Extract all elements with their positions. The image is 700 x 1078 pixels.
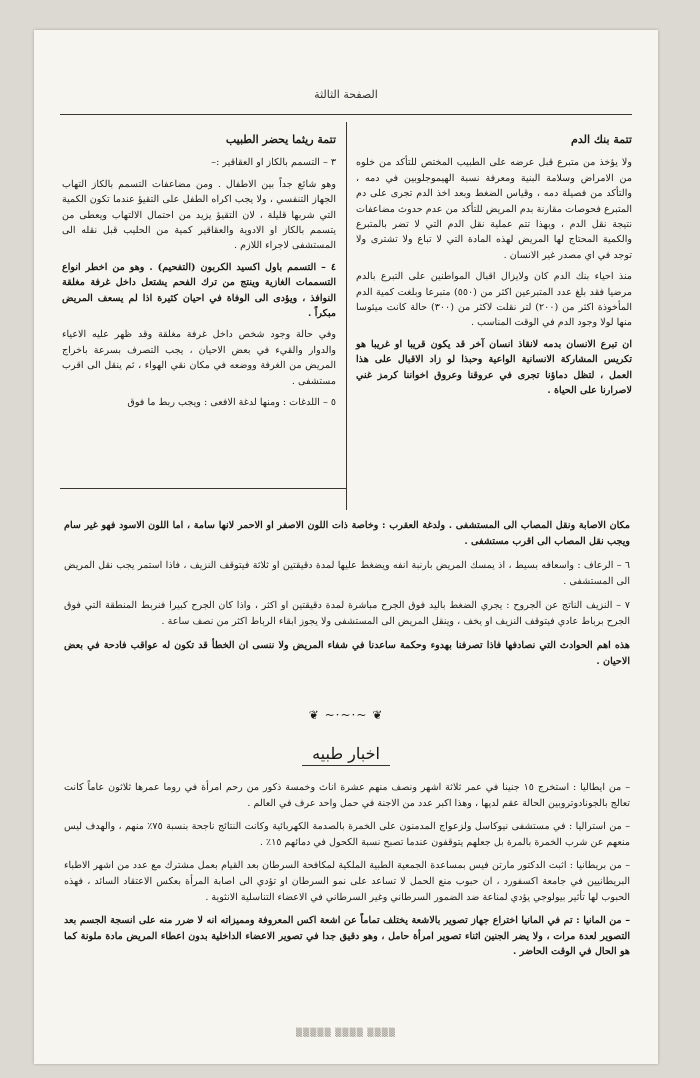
left-column-heading: تتمة ريثما يحضر الطبيب: [225, 133, 336, 146]
page-title: الصفحة الثالثة: [314, 88, 378, 101]
columns-bottom-rule: [60, 488, 346, 489]
footer-ornament: ▒▒▒▒▒ ▒▒▒▒ ▒▒▒▒: [295, 1028, 397, 1037]
continuation-paragraph: ٧ – النزيف الناتج عن الجروح : يجري الضغط باليد فوق الجرح مباشرة لمدة دقيقتين او اكثر ، واذا كان الجرح كبيرا فنربط المنطقة التي فوق الجرح برباط عادي فيتوقف النزيف او يخف ، وينقل المريض الى المستشفى ولا يجوز ابقاء الرباط اكثر من نصف ساعة .: [64, 600, 630, 627]
continuation-paragraph: مكان الاصابة ونقل المصاب الى المستشفى . ولدغة العقرب : وخاصة ذات اللون الاصفر او الاحمر لانها سامة ، اما اللون الاسود فهو غير سام ويجب نقل المصاب الى اقرب مستشفى .: [64, 520, 630, 547]
newspaper-page: [34, 30, 658, 1064]
right-column-heading: تتمة بنك الدم: [571, 133, 632, 146]
news-section-title: [34, 744, 658, 763]
continuation-paragraph: هذه اهم الحوادث التي نصادفها فاذا تصرفنا بهدوء وحكمة ساعدنا في شفاء المريض ولا ننسى ان الخطأ قد تكون له عواقب فادحة في بعض الاحيان .: [64, 640, 630, 667]
section-ornament: ❦ ~·~·~ ❦: [308, 708, 384, 722]
right-column-paragraph: منذ احياء بنك الدم كان ولايزال اقبال المواطنين على التبرع بالدم مرضيا فقد بلغ عدد المتبرعين اكثر من (٥٥٠) متبرعا وبلغت كمية الدم المأخوذة اكثر من (٢٠٠) لتر نقلت لاكثر من (٣٠٠) حالة كانت ميئوسا منها لولا وجود الدم في الوقت المناسب .: [356, 271, 632, 329]
right-column: [356, 132, 632, 405]
left-column-paragraph: ٣ – التسمم بالكاز او العقاقير :–: [211, 157, 336, 169]
news-title-text: اخبار طبيه: [302, 744, 390, 766]
news-item: – من المانيا : تم في المانيا اختراع جهاز تصوير بالاشعة يختلف تماماً عن اشعة اكس المعروفة ومميزاته انه لا ضرر منه على انسجة الجسم بعد التصوير لعدة مرات ، ولا يضر الجنين اثناء تصوير امرأة حامل ، وهو دقيق جدا في تصوير الاعضاء الداخلية بدون اعطاء المريض مادة ملونة كما هو الحال في الوقت الحاضر .: [64, 915, 630, 958]
right-column-paragraph: ان تبرع الانسان بدمه لانقاذ انسان آخر قد يكون قريبا او غريبا هو تكريس المشاركة الانسانية الواعية وحبذا لو زاد الاقبال على هذا العمل ، لتظل دماؤنا تجرى في عروقنا وعروق اخواننا كرمز غني لاصرارنا على الحياة .: [356, 338, 632, 397]
news-section: [64, 780, 630, 968]
left-column-paragraph: ٥ – اللدغات : ومنها لدغة الافعى : ويجب ربط ما فوق: [127, 397, 336, 409]
news-item: – من استراليا : في مستشفى نيوكاسل ولزعواج المدمنون على الخمرة بالصدمة الكهربائية وكانت النتائج ناجحة بنسبة ٧٥٪ منهم ، والهدف ليس منعهم عن شرب الخمرة بالمرة بل جعلهم يتوقفون عندما تصبح نسبة الكحول في دمائهم ١٥٪ .: [64, 821, 631, 848]
right-column-paragraph: ولا يؤخذ من متبرع قبل عرضه على الطبيب المختص للتأكد من خلوه من الامراض وسلامة البنية ومعرفة نسبة الهيموجلوبين في دمه ، والتأكد من فصيلة دمه ، وقياس الضغط وبعد اخذ الدم تجرى على دم المتبرع فحوصات مقارنة بدم المريض للتأكد من عدم حدوث مضاعفات نتيجة نقل الدم ، وبهذا تتم عملية نقل الدم التي لا تضر بالمتبرع والكمية المحتاج لها المريض لهذه المادة التي لا تباع ولا تشترى ولا توجد في اي مصدر غير الانسان .: [356, 157, 632, 261]
column-divider: [346, 122, 347, 510]
top-rule: [60, 114, 632, 115]
left-column: [62, 132, 336, 417]
continuation-paragraph: ٦ – الرعاف : واسعافه بسيط ، اذ يمسك المريض بارنبة انفه ويضغط عليها لمدة دقيقتين او ثلاثة فيتوقف النزيف ، فاذا استمر يجب نقل المريض الى المستشفى .: [64, 560, 630, 587]
left-column-paragraph: ٤ – التسمم باول اكسيد الكربون (التفحيم) . وهو من اخطر انواع التسممات الغازية وينتج من ترك الفحم يشتعل داخل غرفة مغلقة النوافذ ، ويؤدى الى الوفاة في احيان كثيرة اذا لم يسعف المريض مبكراً .: [62, 261, 336, 320]
continuation-text: [64, 518, 630, 678]
news-item: – من ايطاليا : استخرج ١٥ جنينا في عمر ثلاثة اشهر ونصف منهم عشرة اناث وخمسة ذكور من رحم امرأة في روما عمرها ثلاثون عاماً كانت تعالج بالجونادوتروبين الحالة عقم لديها ، وهذا اكبر عدد من الاجنة في حمل واحد عرف في العالم .: [64, 782, 631, 809]
left-column-paragraph: وفي حالة وجود شخص داخل غرفة مغلقة وقد ظهر عليه الاعياء والدوار والقيء في بعض الاحيان ، يجب التصرف بسرعة باخراج المريض من الغرفة ووضعه في مكان نقي الهواء ، ثم ينقل الى اقرب مستشفى .: [62, 329, 336, 387]
news-item: – من بريطانيا : اثبت الدكتور مارتن فيس بمساعدة الجمعية الطبية الملكية لمكافحة السرطان بعد القيام بعمل مشترك مع عدد من اشهر الاطباء البريطانيين في جامعة اكسفورد ، ان حبوب منع الحمل لا تساعد على نمو السرطان او تؤدي الى اصابة المرأة بعكس الاعتقاد السائد ، فهذه الحبوب لها تأثير بيولوجي يؤدي لمناعة ضد الضمور السرطاني وغير السرطاني في الاعضاء التناسلية الانثوية .: [64, 860, 630, 903]
left-column-paragraph: وهو شائع جداً بين الاطفال . ومن مضاعفات التسمم بالكاز التهاب الجهاز التنفسي ، ولا يجب اكراه الطفل على التقيؤ عندما تكون الكمية التي شربها قليلة ، لان التقيؤ يزيد من احتمال الالتهاب ويعطى من يتسمم بالكاز او الادوية والعقاقير كمية من الحليب قبل نقله الى المستشفى لاجراء اللازم .: [62, 178, 336, 252]
